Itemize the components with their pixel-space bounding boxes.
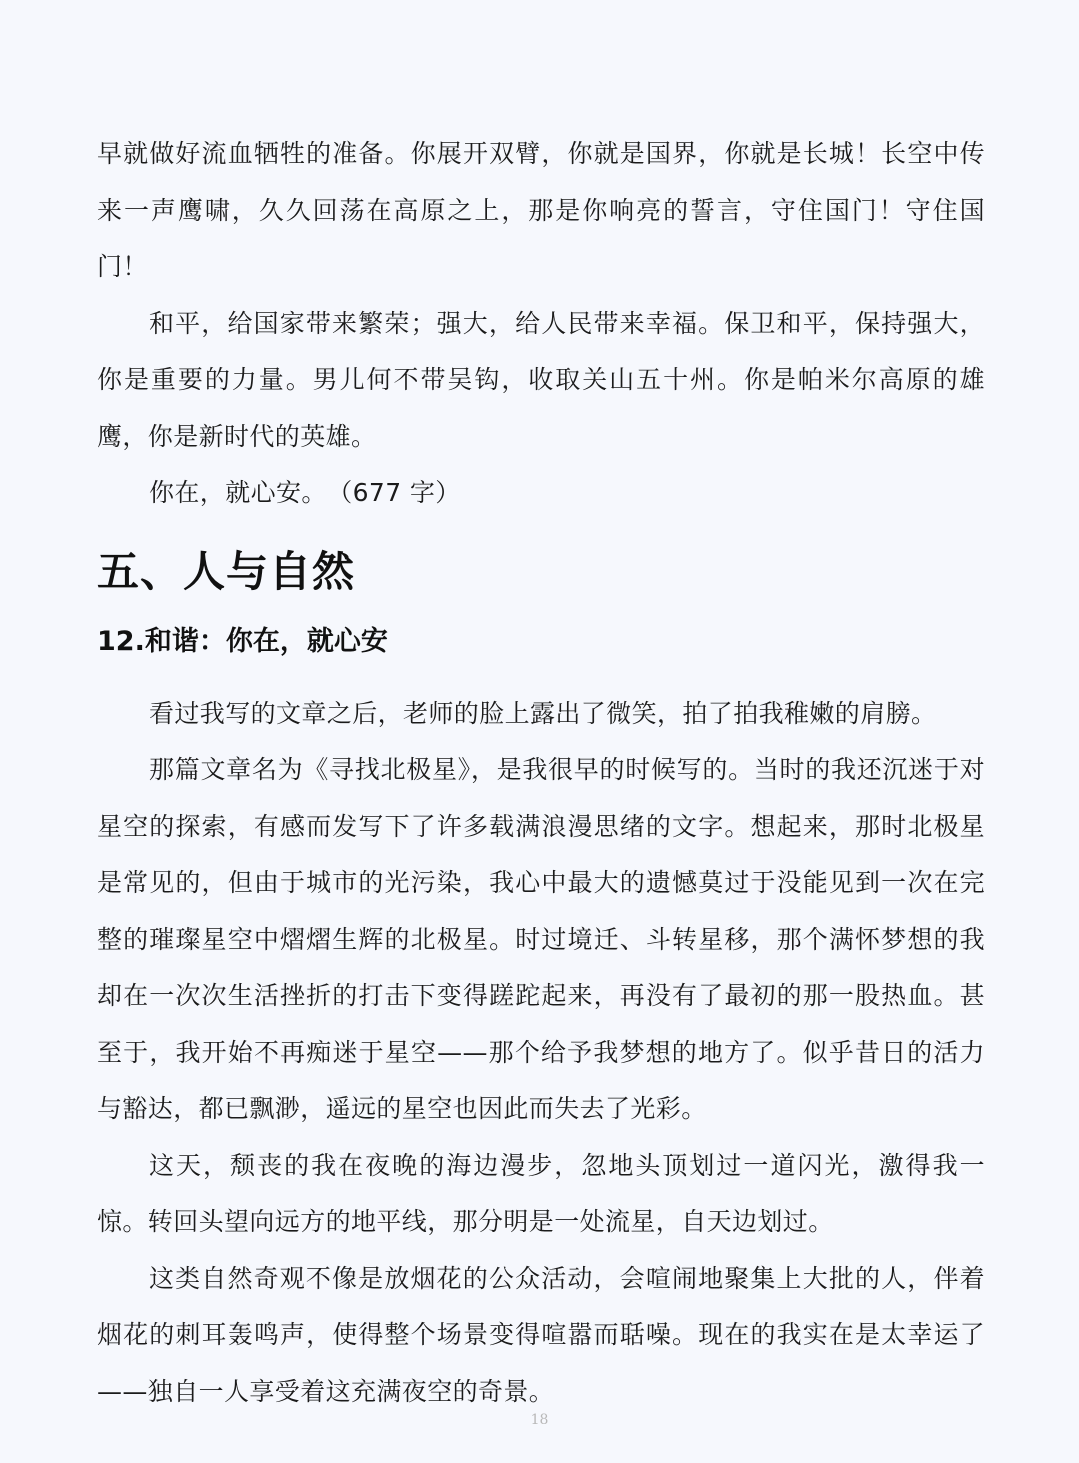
- paragraph: 那篇文章名为《寻找北极星》，是我很早的时候写的。当时的我还沉迷于对星空的探索，有感而发写下了许多载满浪漫思绪的文字。想起来，那时北极星是常见的，但由于城市的光污染，我心中最大的遗憾莫过于没能见到一次在完整的璀璨星空中熠熠生辉的北极星。时过境迁、斗转星移，那个满怀梦想的我却在一次次生活挫折的打击下变得蹉跎起来，再没有了最初的那一股热血。甚至于，我开始不再痴迷于星空——那个给予我梦想的地方了。似乎昔日的活力与豁达，都已飘渺，遥远的星空也因此而失去了光彩。: [97, 755, 985, 1123]
- page-content: [97, 126, 985, 1420]
- page-number: 18: [530, 1412, 549, 1428]
- paragraph-continuation: 早就做好流血牺牲的准备。你展开双臂，你就是国界，你就是长城！长空中传来一声鹰啸，久久回荡在高原之上，那是你响亮的誓言，守住国门！守住国门！: [97, 139, 985, 281]
- paragraph-word-count: 你在，就心安。 （677 字）: [149, 478, 461, 507]
- paragraph: 和平，给国家带来繁荣；强大，给人民带来幸福。保卫和平，保持强大，你是重要的力量。男儿何不带吴钩，收取关山五十州。你是帕米尔高原的雄鹰，你是新时代的英雄。: [97, 308, 985, 451]
- paragraph: 看过我写的文章之后，老师的脸上露出了微笑，拍了拍我稚嫩的肩膀。: [149, 698, 937, 728]
- paragraph: 这天，颓丧的我在夜晚的海边漫步，忽地头顶划过一道闪光，激得我一惊。转回头望向远方的地平线，那分明是一处流星，自天边划过。: [97, 1150, 985, 1236]
- section-title: 五、人与自然: [97, 546, 356, 596]
- paragraph: 这类自然奇观不像是放烟花的公众活动，会喧闹地聚集上大批的人，伴着烟花的刺耳轰鸣声，使得整个场景变得喧嚣而聒噪。现在的我实在是太幸运了——独自一人享受着这充满夜空的奇景。: [97, 1263, 985, 1406]
- essay-title: 12.和谐：你在，就心安: [97, 625, 388, 657]
